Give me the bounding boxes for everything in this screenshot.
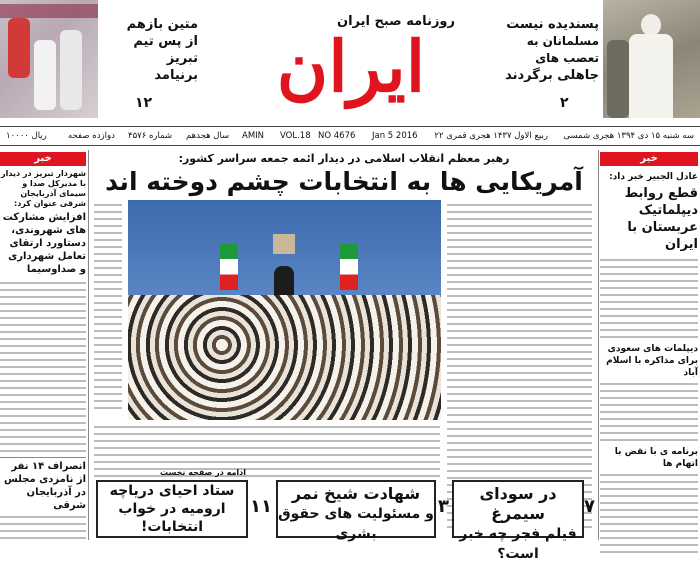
bottom-teaser-3-line-1: ستاد احیای دریاچه <box>109 483 235 499</box>
column-divider <box>88 150 89 540</box>
date-hijri: ۲۲ ربیع الاول ۱۴۳۷ هجری قمری <box>434 131 548 141</box>
right-column-tag: خبر <box>600 152 698 166</box>
left-column-tag: خبر <box>0 152 86 166</box>
right-teaser-line-1: پسندیده نیست <box>506 17 599 32</box>
bottom-teaser-1[interactable] <box>452 480 584 562</box>
bottom-teaser-2[interactable] <box>276 480 436 542</box>
pages-persian: دوازده صفحه <box>68 131 115 141</box>
right-teaser-line-2: مسلمانان به تعصب های <box>526 34 599 65</box>
number-english: NO 4676 <box>318 131 356 141</box>
bottom-teaser-3[interactable] <box>96 480 248 538</box>
leader-photo <box>603 0 700 118</box>
right-column <box>600 152 698 540</box>
right-column-kicker: عادل الجبیر خبر داد: <box>609 172 698 182</box>
year-persian: سال هجدهم <box>186 131 230 141</box>
left-column <box>0 152 86 540</box>
main-kicker: رهبر معظم انقلاب اسلامی در دیدار ائمه جمعه سراسر کشور: <box>178 152 510 165</box>
main-headline[interactable]: آمریکایی ها به انتخابات چشم دوخته اند <box>105 167 583 196</box>
right-column-subhead-1: دیپلمات های سعودی برای مذاکره با اسلام آباد <box>606 344 698 378</box>
bottom-teaser-1-page: ۷ <box>584 496 595 517</box>
left-teaser[interactable] <box>103 16 198 84</box>
left-teaser-line-1: متین بازهم <box>126 17 198 32</box>
sports-photo <box>0 0 98 118</box>
bottom-teaser-2-page: ۳ <box>438 496 449 517</box>
volume-english: VOL.18 <box>280 131 311 141</box>
price-persian: ۱۰۰۰۰ ریال <box>6 131 47 141</box>
continued-label[interactable]: ادامه در صفحه نخست <box>160 468 246 477</box>
main-story-text-left <box>94 204 122 414</box>
right-teaser-line-3: جاهلی برگردند <box>505 68 599 83</box>
issue-info-bar <box>0 126 700 146</box>
bottom-teaser-3-line-2: ارومیه در خواب <box>118 501 226 517</box>
left-teaser-page: ۱۲ <box>135 95 153 111</box>
logo-subtitle: روزنامه صبح ایران <box>336 14 455 29</box>
newspaper-logo <box>210 4 495 116</box>
right-teaser-page: ۲ <box>560 95 569 111</box>
issue-persian: شماره ۴۵۷۶ <box>128 131 173 141</box>
column-divider <box>598 150 599 540</box>
date-persian: سه شنبه ۱۵ دی ۱۳۹۴ هجری شمسی <box>563 131 694 141</box>
name-english: AMIN <box>242 131 265 141</box>
left-column-kicker: شهردار تبریز در دیدار با مدیرکل صدا و سیمای آذربایجان شرقی عنوان کرد: <box>1 169 86 208</box>
bottom-teaser-2-line-1: شهادت شیخ نمر <box>291 484 421 503</box>
bottom-teaser-3-line-3: انتخابات! <box>140 519 204 535</box>
left-column-headline[interactable]: افزایش مشارکت های شهروندی، دستاورد ارتقای تعامل شهرداری و صداوسیما <box>2 212 86 275</box>
main-photo <box>128 200 441 420</box>
right-teaser[interactable] <box>505 16 599 84</box>
left-teaser-line-3: برنیامد <box>154 68 198 83</box>
bottom-teaser-3-page: ۱۱ <box>250 496 272 517</box>
left-column-headline-2[interactable]: انصراف ۱۴ نفر از نامزدی مجلس در آذربایجان شرقی <box>0 457 86 512</box>
bottom-teasers <box>96 478 598 562</box>
bottom-teaser-1-line-1: در سودای سیمرغ <box>479 484 557 523</box>
right-column-subhead-2: برنامه ی با نقض با اتهام ها <box>614 447 698 469</box>
bottom-teaser-1-line-2: فیلم فجر چه خبر است؟ <box>459 526 577 562</box>
right-column-headline[interactable]: قطع روابط دیپلماتیک عربستان با ایران <box>624 186 698 252</box>
bottom-teaser-2-line-2: و مسئولیت های حقوق بشری <box>278 506 434 542</box>
date-english: Jan 5 2016 <box>372 131 418 141</box>
left-teaser-line-2: از پس تیم تبریز <box>133 34 198 66</box>
logo-text: ایران <box>276 25 426 108</box>
masthead <box>0 0 700 120</box>
